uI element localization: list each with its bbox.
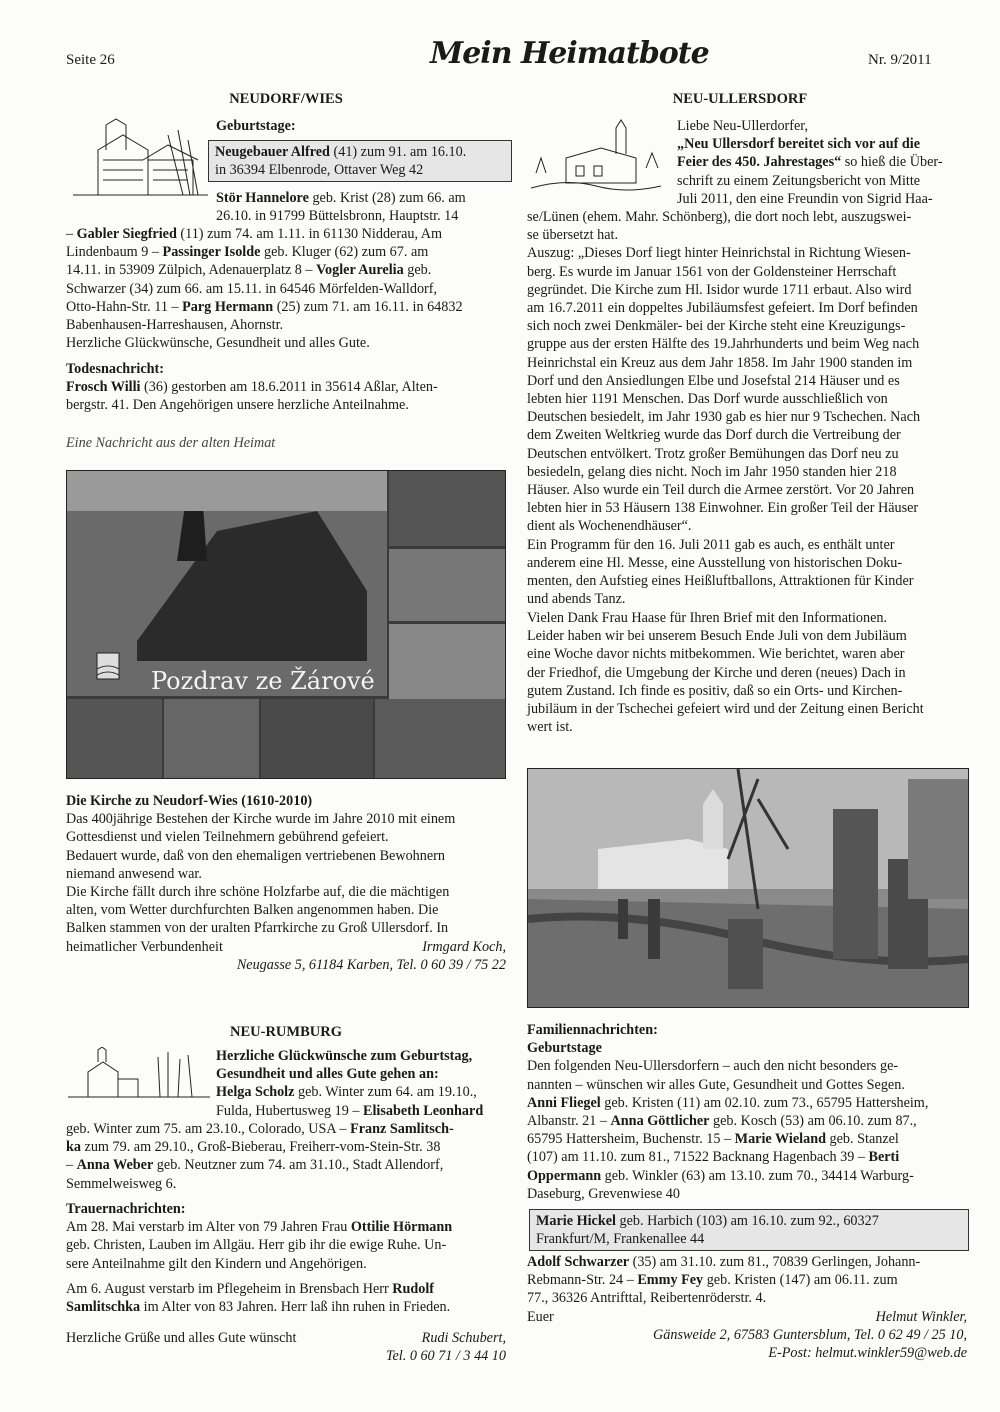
postcard-greeting-text: Pozdrav ze Žárové xyxy=(151,667,375,695)
text: se übersetzt hat. xyxy=(527,227,618,244)
text: nannten – wünschen wir alles Gute, Gesundheit und Gottes Segen. xyxy=(527,1076,905,1093)
postcard-photo-collage xyxy=(66,470,506,779)
text: geb. Harbich (103) am 16.10. zum 92., 60327 xyxy=(615,1213,879,1229)
text: in 36394 Elbenrode, Ottaver Weg 42 xyxy=(215,162,424,179)
text: Deutschen entvölkert. Trotz großer Bemühungen das Dorf neu zu xyxy=(527,445,899,462)
highlight-box-hickel xyxy=(529,1209,969,1251)
text: Euer xyxy=(527,1308,554,1325)
text: Heinrichstal ein Kreuz aus dem Jahr 1858. Im Jahr 1900 standen im xyxy=(527,354,913,371)
text: geb. Winkler (63) am 13.10. zum 70., 34414 Warburg- xyxy=(601,1167,914,1184)
person-name: ka xyxy=(66,1139,81,1156)
text: 26.10. in 91799 Büttelsbronn, Hauptstr. 14 xyxy=(216,208,459,225)
rumburg-heading-1: Herzliche Glückwünsche zum Geburtstag, xyxy=(216,1048,473,1064)
person-name: Vogler Aurelia xyxy=(316,262,404,279)
text: geb. Krist (28) zum 66. am xyxy=(308,190,466,206)
section-title-neudorf: NEUDORF/WIES xyxy=(229,91,343,107)
death-heading: Todesnachricht: xyxy=(66,361,165,377)
person-name: Helga Scholz xyxy=(216,1084,295,1101)
text: Herzliche Grüße und alles Gute wünscht xyxy=(66,1330,297,1346)
text: Häuser. Also wurde ein Teil durch die Armee zerstört. Vor 20 Jahren xyxy=(527,482,915,499)
signature-phone: Tel. 0 60 71 / 3 44 10 xyxy=(385,1348,506,1365)
text: se/Lünen (ehem. Mahr. Schönberg), die dort noch lebt, auszugswei- xyxy=(527,209,912,225)
text: Vielen Dank Frau Haase für Ihren Brief mit den Informationen. xyxy=(527,610,888,626)
text: Daseburg, Grevenwiese 40 xyxy=(527,1185,680,1202)
text: (25) zum 71. am 16.11. in 64832 xyxy=(273,298,463,315)
text: Leider haben wir bei unserem Besuch Ende Juli von dem Jubiläum xyxy=(527,628,907,645)
text: Gottesdienst und vielen Teilnehmern gebührend gefeiert. xyxy=(66,829,389,846)
cemetery-graphic xyxy=(528,769,968,1007)
text: eine Woche davor nichts mitbekommen. Wie berichtet, waren aber xyxy=(527,646,905,663)
text: dem Zweiten Weltkrieg wurde das Dorf durch die Vertreibung der xyxy=(527,427,901,444)
section-title-ullersdorf: NEU-ULLERSDORF xyxy=(672,91,808,107)
text: lebten hier 1191 Menschen. Das Dorf wurde ausschließlich von xyxy=(527,391,888,408)
text: anderem eine Hl. Messe, eine Ausstellung von historischen Doku- xyxy=(527,554,903,571)
highlight-box-neugebauer xyxy=(208,140,512,182)
text: Den folgenden Neu-Ullersdorfern – auch den nicht besonders ge- xyxy=(527,1058,899,1075)
text: am 16.7.2011 ein doppeltes Jubiläumsfest gefeiert. Im Dorf befinden xyxy=(527,300,918,317)
headline-quote: Feier des 450. Jahrestages“ xyxy=(677,154,842,171)
church-sketch-image xyxy=(68,115,210,201)
text: Am 28. Mai verstarb im Alter von 79 Jahren Frau xyxy=(66,1219,351,1236)
text: geb. Christen, Lauben im Allgäu. Herr gib ihr die ewige Ruhe. Un- xyxy=(66,1237,447,1254)
person-name: Elisabeth Leonhard xyxy=(362,1102,484,1119)
text: wert ist. xyxy=(527,719,573,736)
text: Babenhausen-Harreshausen, Ahornstr. xyxy=(66,317,284,334)
person-name: Berti xyxy=(868,1149,900,1166)
church-heading: Die Kirche zu Neudorf-Wies (1610-2010) xyxy=(66,793,313,809)
signature-name: Helmut Winkler, xyxy=(875,1308,967,1325)
text: niemand anwesend war. xyxy=(66,865,202,882)
text: heimatlicher Verbundenheit xyxy=(66,938,223,955)
text: Dorf und den Ansiedlungen Elbe und Josefstal 214 Häuser und es xyxy=(527,372,900,389)
masthead-logo: Mein Heimatbote xyxy=(430,36,709,71)
text: (36) gestorben am 18.6.2011 in 35614 Aßlar, Alten- xyxy=(140,379,438,396)
text: geb. Winter zum 75. am 23.10., Colorado, USA – xyxy=(66,1121,351,1137)
text: geb. xyxy=(403,262,432,279)
signature-address: Neugasse 5, 61184 Karben, Tel. 0 60 39 / 75 22 xyxy=(236,956,506,973)
news-caption: Eine Nachricht aus der alten Heimat xyxy=(66,435,276,451)
text: Lindenbaum 9 – xyxy=(66,244,163,261)
text: Rebmann-Str. 24 – xyxy=(527,1272,638,1289)
text: – xyxy=(66,226,77,242)
text: Frankfurt/M, Frankenallee 44 xyxy=(536,1231,705,1248)
person-name: Franz Samlitsch- xyxy=(350,1121,454,1137)
person-name: Stör Hannelore xyxy=(216,190,309,206)
person-name: Oppermann xyxy=(527,1167,602,1184)
text: – xyxy=(66,1157,77,1174)
text: geb. Kristen (147) am 06.11. zum xyxy=(703,1272,898,1289)
text: bergstr. 41. Den Angehörigen unsere herzliche Anteilnahme. xyxy=(66,397,409,414)
person-name: Passinger Isolde xyxy=(162,244,261,261)
text: Die Kirche fällt durch ihre schöne Holzfarbe auf, die die mächtigen xyxy=(66,884,450,901)
person-name: Neugebauer Alfred xyxy=(215,144,330,160)
person-name: Anni Fliegel xyxy=(527,1094,601,1111)
birthdays-heading: Geburtstage xyxy=(527,1040,602,1057)
text: 14.11. in 53909 Zülpich, Adenauerplatz 8 – xyxy=(66,262,317,279)
person-name: Parg Hermann xyxy=(182,298,274,315)
text: gutem Zustand. Ich finde es positiv, daß so ein Orts- und Kirchen- xyxy=(527,682,903,699)
text: Das 400jährige Bestehen der Kirche wurde im Jahre 2010 mit einem xyxy=(66,811,456,828)
text: der Friedhof, die Umgebung der Kirche und deren (neues) Dach in xyxy=(527,664,906,681)
person-name: Marie Wieland xyxy=(734,1131,826,1148)
text: lebten hier in 53 Häusern 138 Einwohner. Ein großer Teil der Häuser xyxy=(527,500,919,517)
signature-address: Gänsweide 2, 67583 Guntersblum, Tel. 0 62 49 / 25 10, xyxy=(653,1326,967,1343)
person-name: Emmy Fey xyxy=(637,1272,704,1289)
text: (11) zum 74. am 1.11. in 61130 Nidderau, Am xyxy=(176,226,443,242)
text: (107) am 11.10. zum 81., 71522 Backnang Hagenbach 39 – xyxy=(527,1149,869,1166)
section-title-rumburg: NEU-RUMBURG xyxy=(230,1024,342,1040)
text: Schwarzer (34) zum 66. am 15.11. in 64546 Mörfelden-Walldorf, xyxy=(66,280,438,297)
text: geb. Kosch (53) am 06.10. zum 87., xyxy=(709,1113,917,1130)
text: Herzliche Glückwünsche, Gesundheit und alles Gute. xyxy=(66,335,370,352)
text: Bedauert wurde, daß von den ehemaligen vertriebenen Bewohnern xyxy=(66,847,445,864)
text: besiedeln, gelang dies nicht. Noch im Jahr 1950 standen hier 218 xyxy=(527,463,897,480)
text: sich noch zwei Denkmäler- bei der Kirche steht eine Kreuzigungs- xyxy=(527,318,906,335)
text: alten, vom Wetter durchfurchten Balken angenommen haben. Die xyxy=(66,902,439,919)
text: Juli 2011, den eine Freundin von Sigrid Haa- xyxy=(677,190,933,207)
text: Otto-Hahn-Str. 11 – xyxy=(66,298,183,315)
person-name: Ottilie Hörmann xyxy=(350,1219,453,1236)
rumburg-heading-2: Gesundheit und alles Gute gehen an: xyxy=(216,1066,439,1083)
text: geb. Winter zum 64. am 19.10., xyxy=(294,1084,477,1101)
village-sketch-image xyxy=(68,1047,210,1103)
postcard-collage-graphic xyxy=(67,471,505,778)
person-name: Anna Weber xyxy=(76,1157,154,1174)
person-name: Anna Göttlicher xyxy=(610,1113,710,1130)
text: gegründet. Die Kirche zum Hl. Isidor wurde 1711 erbaut. Also wird xyxy=(527,281,912,298)
text: im Alter von 83 Jahren. Herr laß ihn ruhen in Frieden. xyxy=(140,1299,451,1316)
text: Balken stammen von der uralten Pfarrkirche zu Groß Ullersdorf. In xyxy=(66,920,449,937)
text: 77., 36326 Antrifttal, Reibertenröderstr. 4. xyxy=(527,1290,767,1307)
text: sere Anteilnahme gilt den Kindern und Angehörigen. xyxy=(66,1255,367,1272)
person-name: Samlitschka xyxy=(66,1299,141,1316)
signature-email: E-Post: helmut.winkler59@web.de xyxy=(768,1345,967,1362)
cemetery-photo xyxy=(527,768,969,1008)
person-name: Adolf Schwarzer xyxy=(527,1254,630,1270)
text: dient als Wochenendhäuser“. xyxy=(527,518,692,535)
page-number: Seite 26 xyxy=(66,52,115,68)
text: (41) zum 91. am 16.10. xyxy=(329,144,467,160)
person-name: Rudolf xyxy=(392,1281,435,1297)
person-name: Gabler Siegfried xyxy=(76,226,177,242)
signature-name: Irmgard Koch, xyxy=(422,938,506,955)
text: und abends Tanz. xyxy=(527,591,626,608)
issue-number: Nr. 9/2011 xyxy=(868,52,932,68)
birthdays-heading: Geburtstage: xyxy=(216,118,296,134)
text: Ein Programm für den 16. Juli 2011 gab es auch, es enthält unter xyxy=(527,536,895,553)
text: berg. Es wurde im Januar 1561 von der Goldensteiner Herrschaft xyxy=(527,263,897,280)
text: zum 79. am 29.10., Groß-Bieberau, Freiherr-vom-Stein-Str. 38 xyxy=(80,1139,441,1156)
mourning-heading: Trauernachrichten: xyxy=(66,1201,186,1217)
text: Fulda, Hubertusweg 19 – xyxy=(216,1102,363,1119)
text: geb. Kluger (62) zum 67. am xyxy=(260,244,429,261)
chapel-sketch-image xyxy=(526,118,666,196)
text: gruppe aus der ersten Hälfte des 19.Jahrhunderts und beim Weg nach xyxy=(527,336,920,353)
text: geb. Stanzel xyxy=(825,1131,899,1148)
text: menten, den Aufstieg eines Heißluftballons, Attraktionen für Kinder xyxy=(527,573,914,590)
text: (35) am 31.10. zum 81., 70839 Gerlingen, Johann- xyxy=(629,1254,921,1270)
text: schrift zu einem Zeitungsbericht von Mitte xyxy=(677,172,921,189)
text: 65795 Hattersheim, Buchenstr. 15 – xyxy=(527,1131,735,1148)
text: geb. Kristen (11) am 02.10. zum 73., 65795 Hattersheim, xyxy=(600,1094,929,1111)
text: Am 6. August verstarb im Pflegeheim in Brensbach Herr xyxy=(66,1281,393,1297)
greeting: Liebe Neu-Ullerdorfer, xyxy=(677,118,808,134)
text: geb. Neutzner zum 74. am 31.10., Stadt Allendorf, xyxy=(153,1157,444,1174)
text: Deutschen besiedelt, im Jahr 1930 gab es hier nur 9 Tschechen. Nach xyxy=(527,409,921,426)
text: Semmelweisweg 6. xyxy=(66,1175,177,1192)
text: Auszug: „Dieses Dorf liegt hinter Heinrichstal in Richtung Wiesen- xyxy=(527,245,911,262)
text: so hieß die Über- xyxy=(841,154,943,171)
person-name: Frosch Willi xyxy=(66,379,141,396)
text: Albanstr. 21 – xyxy=(527,1113,611,1130)
signature-name: Rudi Schubert, xyxy=(421,1330,506,1346)
text: jubiläum in der Tschechei gefeiert wird und der Zeitung einen Bericht xyxy=(527,701,924,718)
person-name: Marie Hickel xyxy=(536,1213,616,1229)
headline-quote: „Neu Ullersdorf bereitet sich vor auf die xyxy=(677,136,920,153)
family-news-heading: Familiennachrichten: xyxy=(527,1022,658,1038)
